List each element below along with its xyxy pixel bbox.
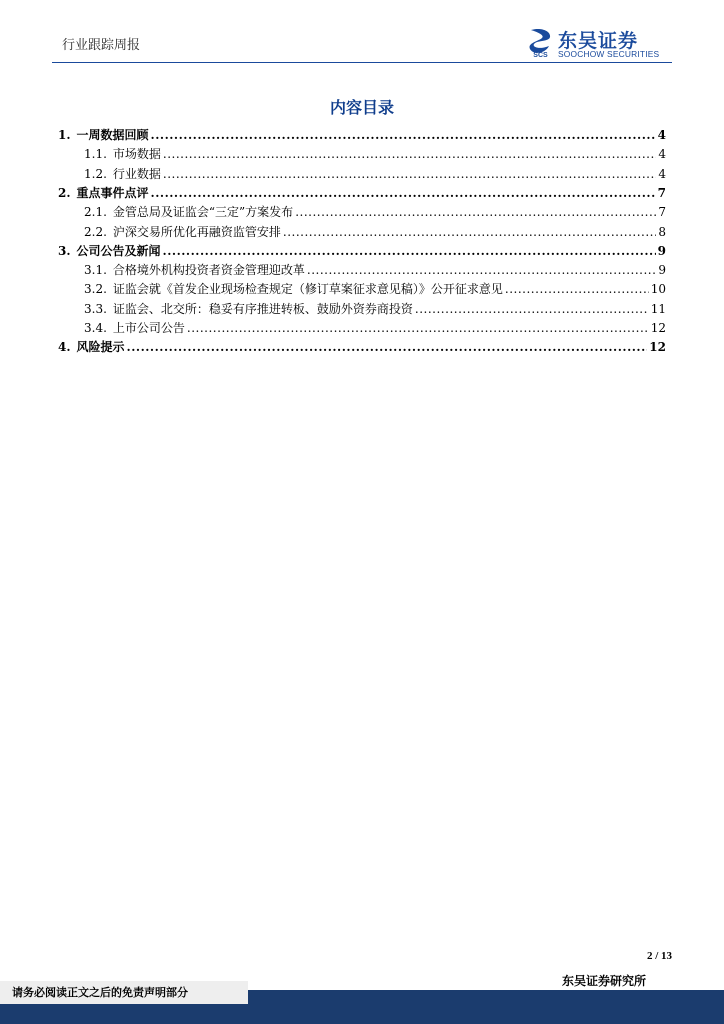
toc-entry-page: 9	[658, 263, 666, 278]
toc-entry-page: 7	[657, 185, 666, 200]
footer-org-name: 东吴证券研究所	[562, 974, 647, 988]
brand-name-cn: 东吴证券	[558, 30, 639, 52]
toc-title: 内容目录	[329, 98, 394, 117]
toc-dot-leader	[307, 261, 656, 280]
toc-entry[interactable]	[84, 203, 666, 222]
brand-logo-icon	[527, 28, 554, 58]
toc-entry-page: 12	[649, 340, 666, 355]
toc-dot-leader	[505, 280, 649, 299]
toc-entry[interactable]	[84, 145, 666, 164]
report-type-label: 行业跟踪周报	[62, 38, 141, 53]
toc-entry-number: 3.1.	[84, 263, 107, 278]
toc-entry[interactable]	[84, 165, 666, 184]
header-divider	[52, 62, 672, 63]
toc-entry[interactable]	[58, 184, 666, 203]
toc-entry-title: 合格境外机构投资者资金管理迎改革	[112, 263, 305, 278]
toc-entry-number: 1.	[58, 128, 71, 142]
toc-entry-number: 3.2.	[84, 282, 107, 297]
toc-entry-title: 市场数据	[112, 147, 161, 162]
toc-entry-page: 11	[650, 301, 666, 316]
toc-entry-number: 3.3.	[84, 301, 107, 316]
brand-logo	[527, 28, 672, 60]
toc-entry-page: 12	[650, 321, 666, 335]
toc-entry-number: 2.2.	[84, 224, 107, 239]
toc-dot-leader	[415, 300, 649, 319]
toc-dot-leader	[295, 203, 656, 222]
toc-entry-number: 4.	[58, 340, 71, 355]
toc-entry-number: 2.	[58, 185, 71, 200]
toc-entry-number: 1.1.	[84, 147, 107, 162]
toc-dot-leader	[151, 126, 656, 145]
toc-entry-title: 一周数据回顾	[76, 128, 149, 142]
footer-bar-bottom	[0, 1004, 724, 1024]
toc-dot-leader	[163, 165, 656, 184]
toc-dot-leader	[163, 145, 656, 164]
toc-entry-page: 4	[658, 166, 666, 181]
toc-dot-leader	[127, 338, 648, 357]
toc-dot-leader	[187, 319, 649, 338]
toc-entry-title: 金管总局及证监会“三定”方案发布	[112, 205, 294, 220]
toc-entry-title: 重点事件点评	[76, 185, 149, 200]
toc-entry-page: 4	[657, 128, 666, 142]
toc-entry-number: 2.1.	[84, 205, 107, 220]
toc-entry-title: 沪深交易所优化再融资监管安排	[112, 224, 281, 239]
page-indicator: 2 / 13	[646, 950, 672, 962]
toc-dot-leader	[163, 242, 656, 261]
toc-entry[interactable]	[84, 223, 666, 242]
toc-entry-number: 3.	[58, 243, 71, 258]
toc-entry-number: 3.4.	[84, 321, 107, 335]
toc-entry-title: 公司公告及新闻	[76, 243, 161, 258]
toc-entry-title: 证监会、北交所：稳妥有序推进转板、鼓励外资券商投资	[112, 301, 413, 316]
toc-entry-number: 1.2.	[84, 166, 107, 181]
toc-entry[interactable]	[84, 319, 666, 338]
toc-dot-leader	[283, 223, 656, 242]
toc-entry[interactable]	[84, 280, 666, 299]
toc-entry-page: 9	[657, 243, 666, 258]
toc-entry[interactable]	[84, 261, 666, 280]
disclaimer-notice: 请务必阅读正文之后的免责声明部分	[0, 981, 248, 1004]
svg-text:SCS: SCS	[533, 52, 548, 58]
toc-entry-page: 8	[658, 224, 666, 239]
toc-entry-title: 风险提示	[76, 340, 125, 355]
toc-entry-title: 证监会就《首发企业现场检查规定（修订草案征求意见稿）》公开征求意见	[112, 282, 503, 297]
footer-bar	[248, 990, 724, 1004]
toc-entry[interactable]	[58, 126, 666, 145]
toc-entry[interactable]	[58, 242, 666, 261]
toc-entry-page: 7	[658, 205, 666, 220]
toc-dot-leader	[151, 184, 656, 203]
toc-entry[interactable]	[84, 300, 666, 319]
toc-entry-title: 上市公司公告	[112, 321, 185, 335]
toc-entry-page: 10	[650, 282, 666, 297]
toc-entry-title: 行业数据	[112, 166, 161, 181]
toc-entry-page: 4	[658, 147, 666, 162]
toc-entry[interactable]	[58, 338, 666, 357]
brand-name-en: SOOCHOW SECURITIES	[558, 49, 660, 59]
